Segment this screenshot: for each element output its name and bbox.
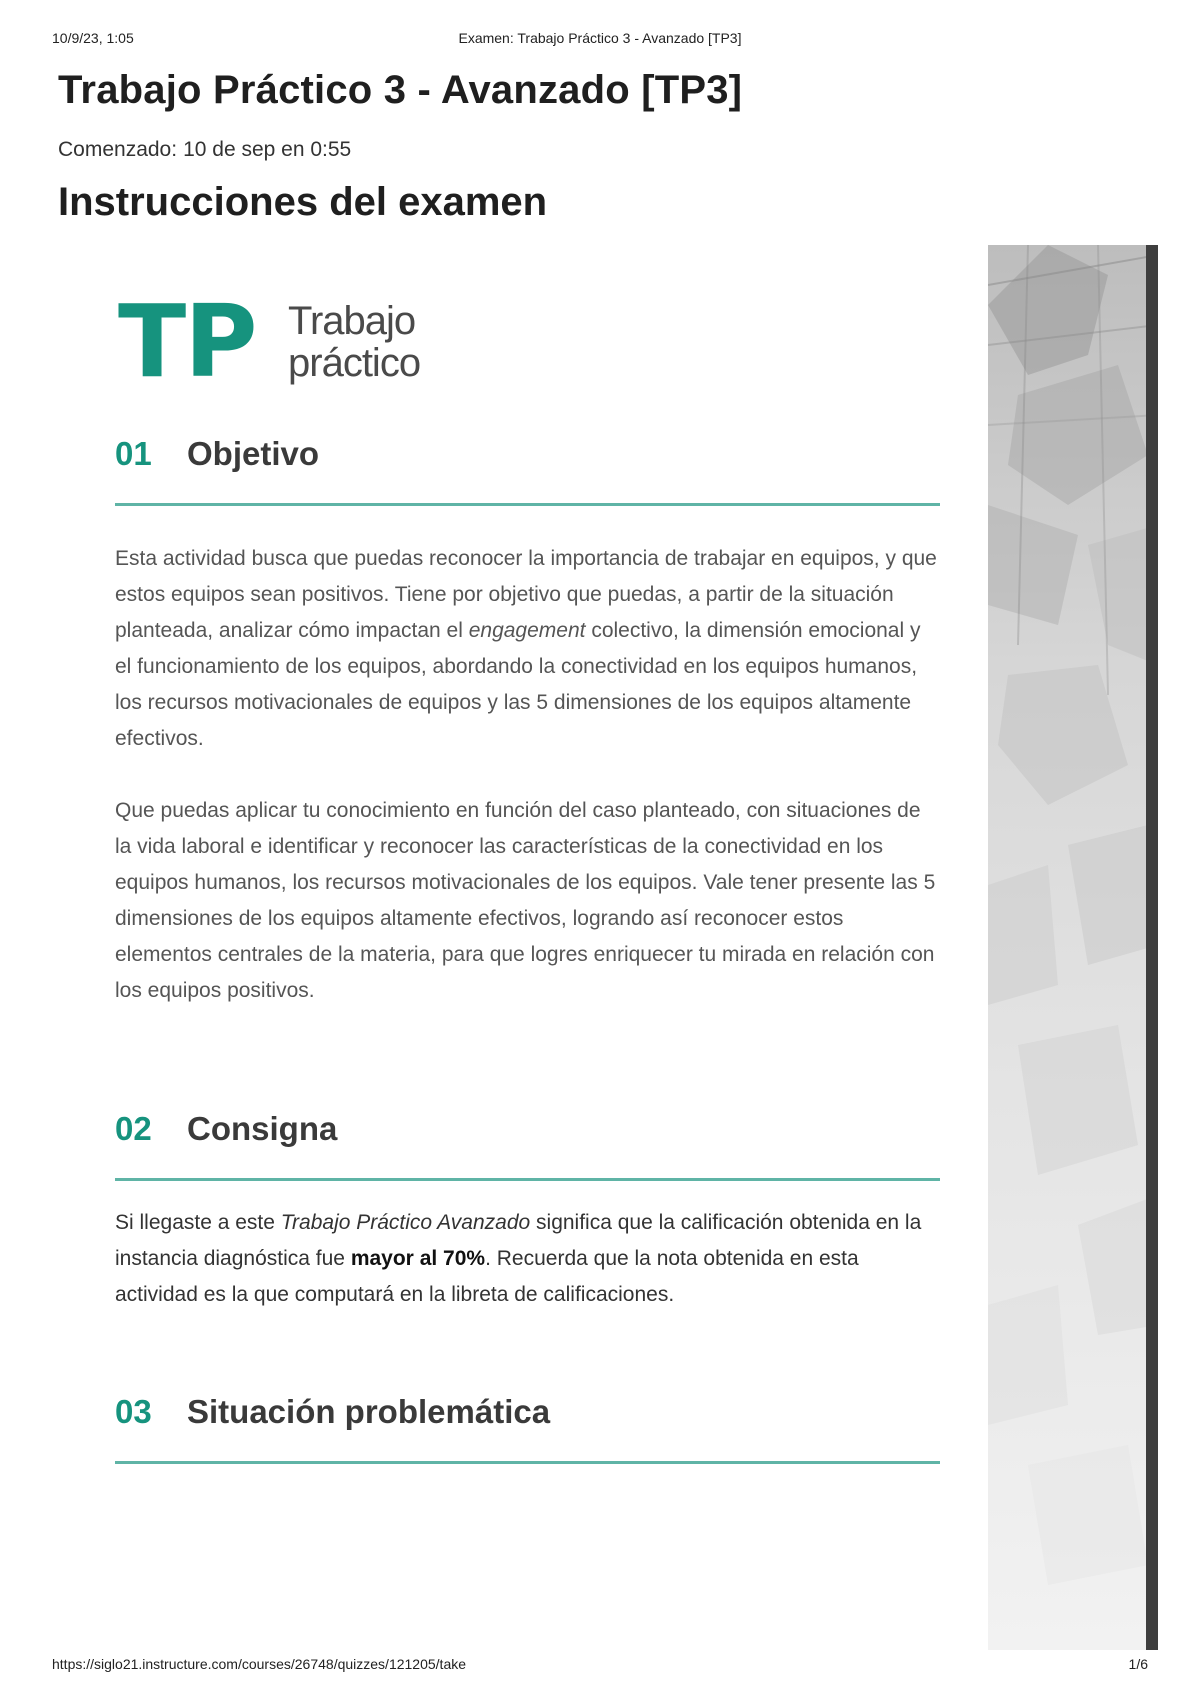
instructions-title: Instrucciones del examen xyxy=(58,180,548,224)
tp-logo xyxy=(118,283,478,400)
consigna-paragraph: Si llegaste a este Trabajo Práctico Avanzado significa que la calificación obtenida en la instancia diagnóstica fue mayor al 70%. Recuerda que la nota obtenida en esta actividad es la que computará en la libreta de calificaciones. xyxy=(115,1211,922,1306)
print-date: 10/9/23, 1:05 xyxy=(52,30,134,46)
tp-logo-line-1: Trabajo xyxy=(288,299,416,343)
started-value: 10 de sep en 0:55 xyxy=(183,138,352,161)
section-title: Consigna xyxy=(187,1110,338,1147)
section-number: 03 xyxy=(115,1393,152,1430)
section-number: 01 xyxy=(115,435,152,472)
image-dark-edge xyxy=(1146,245,1158,1650)
tp-logo-abbr: TP xyxy=(118,283,256,400)
section-situacion-heading xyxy=(115,1393,940,1463)
objetivo-paragraph-1: Esta actividad busca que puedas reconocer la importancia de trabajar en equipos, y que estos equipos sean positivos. Tiene por objetivo que puedas, a partir de la situación planteada, analizar cómo impactan el engagement colectivo, la dimensión emocional y el funcionamiento de los equipos, abordando la conectividad en los equipos humanos, los recursos motivacionales de equipos y las 5 dimensiones de los equipos altamente efectivos. xyxy=(115,547,937,750)
print-footer xyxy=(52,1656,1148,1676)
trabajo-practico-avanzado-term: Trabajo Práctico Avanzado xyxy=(280,1211,531,1234)
print-url: https://siglo21.instructure.com/courses/26748/quizzes/121205/take xyxy=(52,1656,467,1672)
section-title: Objetivo xyxy=(187,435,320,472)
threshold-highlight: mayor al 70% xyxy=(350,1247,486,1270)
engagement-term: engagement xyxy=(468,619,586,642)
section-number: 02 xyxy=(115,1110,152,1147)
section-objetivo-heading xyxy=(115,435,940,505)
print-header xyxy=(52,30,1148,50)
page-counter: 1/6 xyxy=(1128,1656,1148,1672)
tp-logo-text xyxy=(288,300,420,384)
section-divider xyxy=(115,1178,940,1181)
section-consigna-heading xyxy=(115,1110,940,1180)
section-divider xyxy=(115,1461,940,1464)
section-divider xyxy=(115,503,940,506)
instructions-content xyxy=(58,245,1158,1650)
started-info xyxy=(58,138,357,162)
decorative-side-image xyxy=(988,245,1158,1650)
section-title: Situación problemática xyxy=(187,1393,551,1430)
objetivo-paragraph-2: Que puedas aplicar tu conocimiento en función del caso planteado, con situaciones de la vida laboral e identificar y reconocer las características de la conectividad en los equipos humanos, los recursos motivacionales de los equipos. Vale tener presente las 5 dimensiones de los equipos altamente efectivos, logrando así reconocer estos elementos centrales de la materia, para que logres enriquecer tu mirada en relación con los equipos positivos. xyxy=(115,799,936,1002)
started-label: Comenzado: xyxy=(58,138,178,161)
page-title: Trabajo Práctico 3 - Avanzado [TP3] xyxy=(58,68,743,112)
abstract-architecture-image xyxy=(988,245,1158,1650)
print-document-title: Examen: Trabajo Práctico 3 - Avanzado [TP3] xyxy=(458,30,742,46)
tp-logo-line-2: práctico xyxy=(288,341,421,385)
